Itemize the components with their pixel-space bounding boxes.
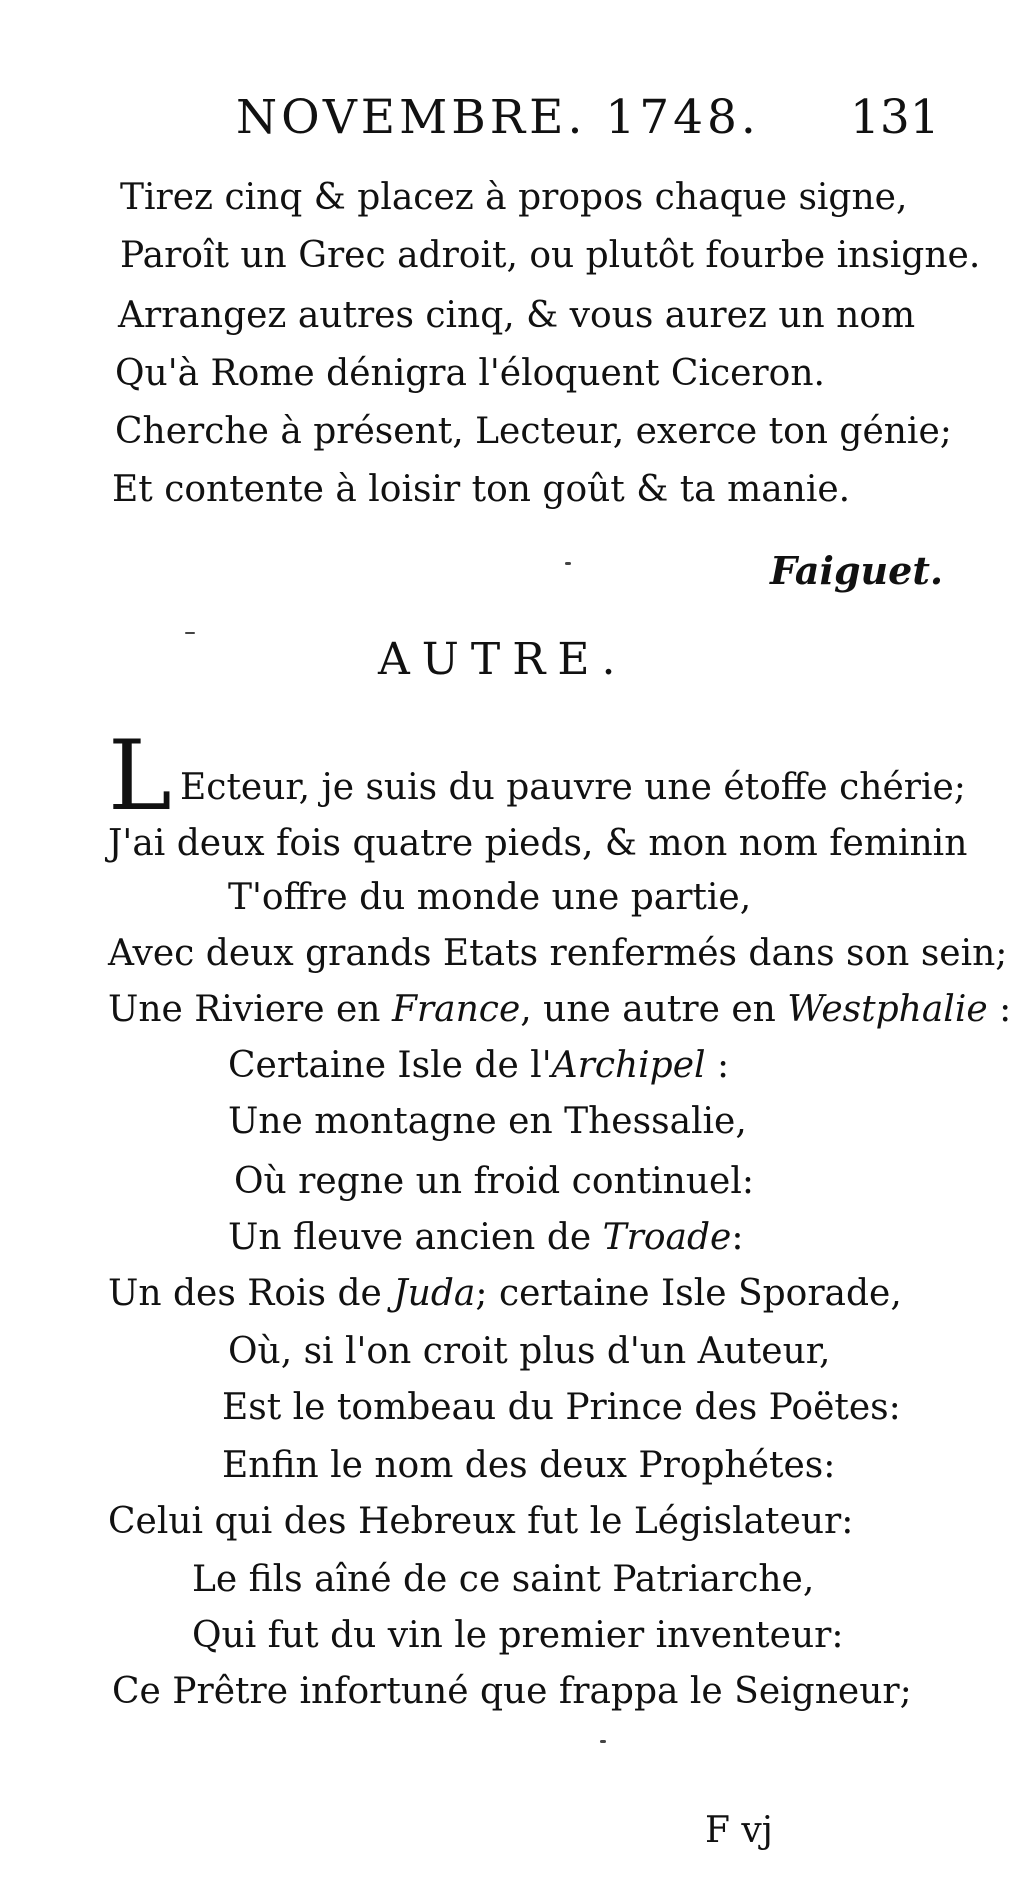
line-text: : — [731, 1217, 744, 1258]
line-text: Un des Rois de — [108, 1273, 382, 1314]
poem-line: Cherche à présent, Lecteur, exerce ton génie; — [115, 411, 952, 452]
drop-cap: L — [108, 720, 172, 832]
poem-line: T'offre du monde une partie, — [228, 877, 752, 918]
header-title: NOVEMBRE. 1748. — [236, 90, 760, 145]
line-text: : — [999, 989, 1011, 1030]
poem-line: Où regne un froid continuel: — [234, 1161, 754, 1202]
place-name: Westphalie — [787, 989, 988, 1030]
poem-line: Enfin le nom des deux Prophétes: — [222, 1445, 836, 1486]
poem-line: Tirez cinq & placez à propos chaque signe, — [120, 177, 908, 218]
line-text: : — [717, 1045, 730, 1086]
section-title: AUTRE. — [378, 634, 628, 685]
place-name: France — [391, 989, 521, 1030]
poem-line: J'ai deux fois quatre pieds, & mon nom feminin — [108, 823, 968, 864]
poem-line: Paroît un Grec adroit, ou plutôt fourbe insigne. — [120, 235, 981, 276]
person-name: Juda — [393, 1273, 476, 1314]
poem-line: Ce Prêtre infortuné que frappa le Seigneur; — [112, 1671, 912, 1712]
place-name: Archipel — [551, 1045, 706, 1086]
place-name: Troade — [602, 1217, 732, 1258]
ink-speck — [600, 1740, 606, 1743]
author-signature: Faiguet. — [770, 548, 944, 593]
poem-line: Une montagne en Thessalie, — [228, 1101, 747, 1142]
poem-line — [228, 1216, 743, 1260]
line-text: Un fleuve ancien de — [228, 1217, 592, 1258]
ink-speck — [185, 632, 195, 634]
poem-line: Et contente à loisir ton goût & ta manie. — [112, 469, 851, 510]
page-number: 131 — [850, 90, 940, 145]
poem-line: Celui qui des Hebreux fut le Législateur: — [108, 1501, 854, 1542]
poem-line — [108, 1272, 902, 1316]
line-text: Une Riviere en — [108, 989, 381, 1030]
poem-line: Le fils aîné de ce saint Patriarche, — [192, 1559, 815, 1600]
poem-line: Qui fut du vin le premier inventeur: — [192, 1615, 844, 1656]
running-header — [0, 90, 1000, 150]
ink-speck — [565, 562, 571, 565]
poem-line: Qu'à Rome dénigra l'éloquent Ciceron. — [115, 353, 825, 394]
poem-line: Avec deux grands Etats renfermés dans son sein; — [108, 933, 1008, 974]
poem-line: Est le tombeau du Prince des Poëtes: — [222, 1387, 901, 1428]
poem-line: Où, si l'on croit plus d'un Auteur, — [228, 1331, 831, 1372]
poem-line — [228, 1044, 729, 1088]
poem-line — [108, 988, 1011, 1032]
line-text: ; certaine Isle Sporade, — [475, 1273, 902, 1314]
line-text: Certaine Isle de l' — [228, 1045, 552, 1086]
poem-line: Ecteur, je suis du pauvre une étoffe chérie; — [180, 767, 966, 808]
line-text: , une autre en — [520, 989, 776, 1030]
poem-line: Arrangez autres cinq, & vous aurez un nom — [118, 295, 916, 336]
printer-signature-mark: F vj — [705, 1810, 773, 1851]
